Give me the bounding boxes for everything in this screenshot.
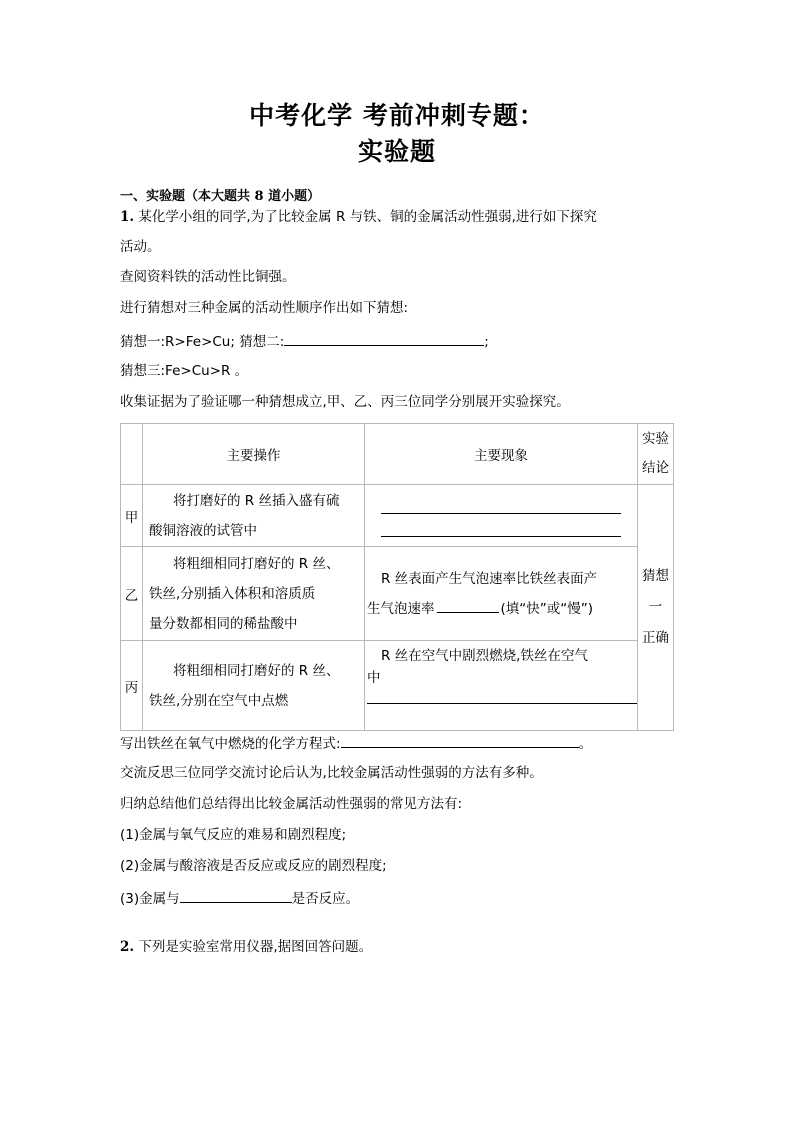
row-label-jia: 甲 xyxy=(121,485,143,547)
table-row-bing xyxy=(121,641,674,731)
q2-text: 下列是实验室常用仪器,据图回答问题。 xyxy=(138,939,373,955)
experiment-table xyxy=(120,423,674,731)
page-title-line1: 中考化学 考前冲刺专题： xyxy=(249,101,545,130)
row3-ph-a: R 丝在空气中剧烈燃烧,铁丝在空气 xyxy=(381,648,588,664)
q1-hypothesis-intro: 进行猜想对三种金属的活动性顺序作出如下猜想: xyxy=(120,300,409,316)
row1-phenomenon-blank2[interactable] xyxy=(381,518,621,537)
row3-ph-b: 中 xyxy=(367,670,381,686)
q1-method2: (2)金属与酸溶液是否反应或反应的剧烈程度; xyxy=(120,858,387,874)
conclusion-b: 一 xyxy=(648,599,663,615)
conclusion-c: 正确 xyxy=(642,630,669,646)
conclusion-cell xyxy=(638,485,674,731)
q1-summary: 归纳总结他们总结得出比较金属活动性强弱的常见方法有: xyxy=(120,796,463,812)
row-label-yi: 乙 xyxy=(121,547,143,641)
q2-number: 2. xyxy=(120,939,135,955)
section-heading: 一、实验题（本大题共 8 道小题） xyxy=(120,189,321,204)
q1-reflection: 交流反思三位同学交流讨论后认为,比较金属活动性强弱的方法有多种。 xyxy=(120,765,543,781)
header-empty xyxy=(121,424,143,485)
row1-phenomenon xyxy=(365,485,638,547)
row3-phenomenon xyxy=(365,641,638,731)
row2-phenomenon xyxy=(365,547,638,641)
q1-intro-text: 某化学小组的同学,为了比较金属 R 与铁、铜的金属活动性强弱,进行如下探究 xyxy=(138,209,597,225)
q1-guess1: 猜想一:R>Fe>Cu; 猜想二: xyxy=(120,334,285,350)
row-label-bing: 丙 xyxy=(121,641,143,731)
q1-equation-prompt: 写出铁丝在氧气中燃烧的化学方程式: xyxy=(120,736,341,752)
speed-blank[interactable] xyxy=(437,598,499,613)
q1-method3-b: 是否反应。 xyxy=(291,891,360,907)
table-row-yi xyxy=(121,547,674,641)
q1-intro-line1 xyxy=(120,208,597,226)
row2-ph-c: (填“快”或“慢”) xyxy=(500,600,594,617)
row1-phenomenon-blank1[interactable] xyxy=(381,495,621,514)
row2-op-a: 将粗细相同打磨好的 R 丝、 xyxy=(173,555,340,572)
q1-equation-end: 。 xyxy=(578,736,593,752)
q1-method1: (1)金属与氧气反应的难易和剧烈程度; xyxy=(120,827,347,843)
row2-ph-line2 xyxy=(367,594,633,624)
header-phenomenon: 主要现象 xyxy=(365,424,638,485)
header-conclusion-b: 结论 xyxy=(642,460,669,476)
page-title-line2: 实验题 xyxy=(357,137,436,166)
q1-info: 查阅资料铁的活动性比铜强。 xyxy=(120,269,296,285)
row2-operation xyxy=(143,547,365,641)
q1-evidence: 收集证据为了验证哪一种猜想成立,甲、乙、丙三位同学分别展开实验探究。 xyxy=(120,394,570,410)
header-conclusion-a: 实验 xyxy=(642,431,669,447)
table-row-jia xyxy=(121,485,674,547)
row2-ph-b: 生气泡速率 xyxy=(367,600,435,617)
q1-method3-line xyxy=(120,888,359,908)
method3-blank[interactable] xyxy=(180,888,292,903)
q1-guess3: 猜想三:Fe>Cu>R 。 xyxy=(120,363,249,379)
row3-op-b: 铁丝,分别在空气中点燃 xyxy=(149,692,289,709)
header-operation: 主要操作 xyxy=(143,424,365,485)
row2-op-c: 量分数都相同的稀盐酸中 xyxy=(149,615,298,632)
equation-blank[interactable] xyxy=(341,733,579,748)
guess2-blank[interactable] xyxy=(284,331,484,346)
q1-guess-line xyxy=(120,331,489,351)
row1-op-a: 将打磨好的 R 丝插入盛有硫 xyxy=(173,492,340,509)
row2-ph-a: R 丝表面产生气泡速率比铁丝表面产 xyxy=(381,570,598,587)
q1-intro-line2: 活动。 xyxy=(120,239,161,255)
q1-equation-line xyxy=(120,733,592,753)
row1-operation xyxy=(143,485,365,547)
q1-guess1-end: ; xyxy=(484,334,489,350)
q2-line xyxy=(120,938,372,956)
row3-operation xyxy=(143,641,365,731)
table-header-row xyxy=(121,424,674,485)
header-conclusion xyxy=(638,424,674,485)
row3-op-a: 将粗细相同打磨好的 R 丝、 xyxy=(173,662,340,679)
row2-op-b: 铁丝,分别插入体积和溶质质 xyxy=(149,585,316,602)
conclusion-a: 猜想 xyxy=(642,568,669,584)
row3-phenomenon-blank[interactable] xyxy=(367,689,637,704)
row1-op-b: 酸铜溶液的试管中 xyxy=(149,522,257,539)
q1-method3-a: (3)金属与 xyxy=(120,891,180,907)
q1-number: 1. xyxy=(120,209,135,225)
